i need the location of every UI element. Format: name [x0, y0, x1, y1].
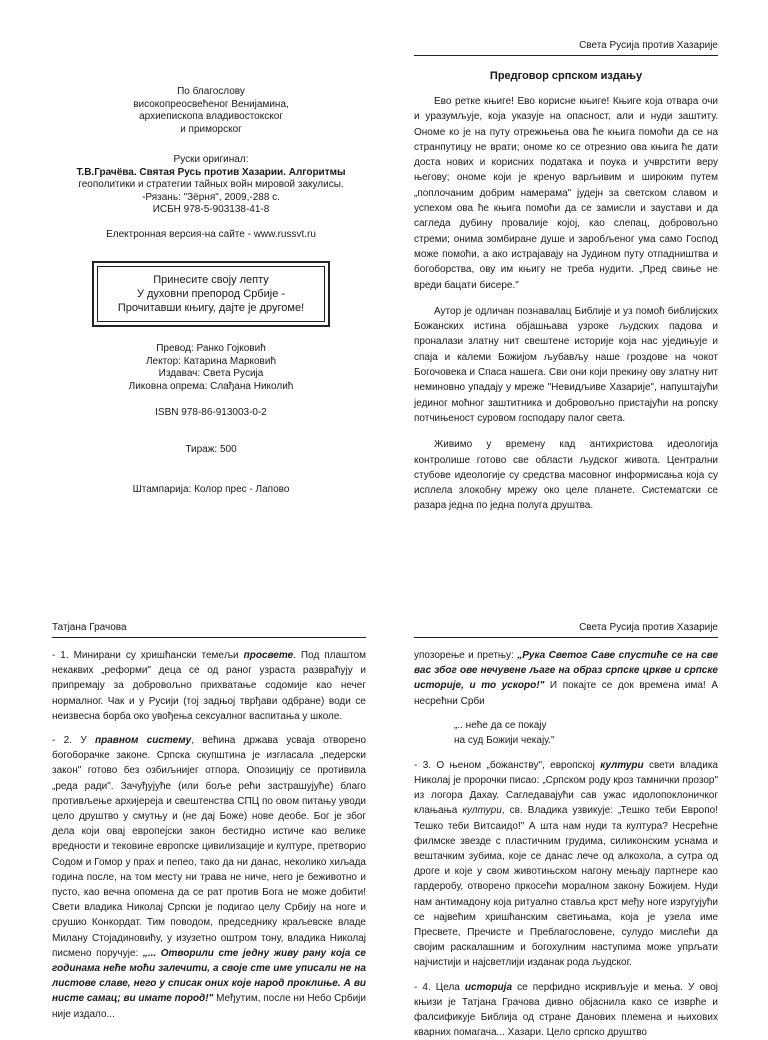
- page-right-body: [414, 622, 719, 1039]
- appeal-line: У духовни препород Србије -: [136, 288, 286, 300]
- print-run: Тираж: 500: [185, 443, 237, 455]
- blessing-line: По благослову: [177, 86, 245, 97]
- section-3: - 3. О њеном „божанству", европској култури свети владика Николај је пророчки писао: „Српском роду кроз тамнички прозор" из логора Дахау. Сагледавајући сав ужас идолопоклоничког клањања култури, св. Владика узвикује: „Тешко теби Европо! Тешко теби Витсаидо!" А шта нам нуди та култура? Несрећне филмске звезде с пластичним грудима, силиконским уснама и вештачким зубима, које се данас лече од алкохола, а сутра од дроге и које у свом животињском нагону мењају партнере као гардеробу, отворено пркосећи моралном закону Божијем. Нуди нам антимадону која ритуално ставља крст међу ноге изругујући се највећим хришћанским светињама, која је узела име Пресвете, Пречисте и Преблагословене, сулудо мислећи да својим раскалашним и богохулним наступима може упрљати најчистији и најсветлији изданак рода људског.: [414, 759, 718, 969]
- original-block: [52, 154, 370, 217]
- running-header: Света Русија против Хазарије: [579, 622, 718, 633]
- appeal-line: Принесите своју лепту: [153, 274, 269, 286]
- paragraph: Аутор је одличан познавалац Библије и уз помоћ библијских Божанских истина објашњава узроке људских падова и проналази златну нит свештене историје која нас уједињује и спаја и калеми Божијом љубављу наше гроздове на чокот Богочовека и Спаса нашега. Сви они који прекину ову златну нит неминовно упадају у мреже "Невидљиве Хазарије", напуштајући јединог моћног заштитника и добровољно пристајући на ропску потчињеност суровом господару палог света.: [414, 305, 718, 424]
- printing-house: Штампарија: Колор прес - Лапово: [132, 484, 290, 495]
- blessing-block: [52, 86, 370, 136]
- warning-paragraph: упозорење и претњу: „Рука Светог Саве спустиће се на све вас због ове нечувене љаге на образ српске цркве и српске историје, и то ускоро!" И покајте се док времена има! А несрећни Срби: [414, 650, 719, 707]
- blessing-line: високопреосвећеног Венијамина,: [133, 98, 289, 110]
- credit-line: Лектор: Катарина Марковић: [145, 355, 277, 367]
- original-line: Т.В.Грачёва. Святая Русь против Хазарии. Алгоритмы: [76, 166, 346, 178]
- page-left-body: [52, 622, 366, 1024]
- running-header: Татјана Грачова: [52, 622, 127, 633]
- paragraph: Ево ретке књиге! Ево корисне књиге! Књиге која отвара очи и уразумљује, која указује на опасност, али и нуди заштиту. Ономе ко је на путу отрежњења ова ће књига помоћи да се на странпутицу не врати; ономе ко се отрезнио ова књига ће дати доста нових и корисних података и поука и учврстити веру његову; ономе који је кренуо варљивим и широким путем „поплочаним добрим намерама" јудејн за светском славом и успехом ова ће књига помоћи да се замисли и заустави и да сагледа дубину провалије којој, као слепац, добровољно стреми; онима зомбиране душе и заробљеног ума само Господ може помоћи, а ако истрајавају на Јудином путу отпадништва и богоборства, ову им књигу не треба нудити. „Пред свиње не вреди бацати бисере.": [414, 96, 718, 291]
- page-preface: [414, 40, 718, 540]
- blessing-line: и приморског: [180, 123, 242, 135]
- header-rule: [52, 637, 366, 638]
- preface-title: Предговор српском издању: [489, 70, 643, 82]
- section-2: - 2. У правном систему, већина држава усваја отворено богоборачке законе. Српска скупштина је изгласала „педерски закон" готово без озбиљнијег отпора. Опозицију се противила „реда ради". Зачуђујуће (или боље рећи застрашујуће) благо противљење архијереја и свештенства СПЦ по овом питању уводи цело друштво у смутњу и (не дај Боже) нове деобе. Бог је због дела који овај европејски закон бестидно истиче као велике вредности и тековине европске цивилизације и културе, претворио Содом и Гомор у прах и пепео, тако да ни данас, неколико хиљада година после, на том месту ни трава не ниче, него је беживотно и пусто, као вечна опомена да се рат против Бога не може добити! Свети владика Николај Српски је подигао целу Србију на ноге и срушио Конкордат. Тим поводом, председнику краљевске владе Милану Стојадиновићу, у изузетно оштром тону, владика Николај писмено поручује: „... Отворили сте једну живу рану која се годинама неће моћи залечити, а своје сте име уписали не на листове славе, него у списак оних које народ проклиње. А ви нисте самац; ви имате пород!" Међутим, после ни Небо Србији није издало...: [52, 735, 366, 1020]
- original-line: ИСБН 978-5-903138-41-8: [152, 204, 270, 215]
- verse-line: „.. неће да се покају: [454, 719, 547, 731]
- section-1: - 1. Минирани су хришћански темељи просвете. Под плаштом некаквих „реформи" деца се од раног узраста развраћују и припремају за добровољно прихватање содомије као нечег нормалног. Чак и у Русији (тој задњој тврђави одбране) води се неизвесна борба око увођења сексуалног васпитања у школе.: [52, 650, 366, 722]
- appeal-line: Прочитавши књигу, дајте је другоме!: [117, 302, 305, 314]
- header-rule: [414, 637, 718, 638]
- running-header: Света Русија против Хазарије: [579, 40, 718, 51]
- page-imprint: [52, 58, 370, 538]
- credits-block: [52, 343, 370, 393]
- credit-line: Издавач: Света Русија: [158, 368, 264, 379]
- isbn: ISBN 978-86-913003-0-2: [155, 407, 267, 418]
- verse-quote: [454, 718, 718, 748]
- verse-line: на суд Божији чекају.": [454, 734, 555, 746]
- credit-line: Ликовна опрема: Слађана Николић: [128, 380, 294, 392]
- credit-line: Превод: Ранко Гојковић: [156, 343, 266, 354]
- header-rule: [414, 55, 718, 56]
- paragraph: Живимо у времену кад антихристова идеологија контролише готово све области људског живота. Централни стубове идеологије су средства масовног информисања која су исплела злокобну мрежу око целе планете. Систематски се разара једна по једна полуга друштва.: [414, 439, 718, 512]
- original-line: геополитики и стратегии тайных войн мировой закулисы.: [78, 179, 344, 190]
- original-line: -Рязань: "Зёрня", 2009,-288 с.: [142, 191, 280, 203]
- original-label: Руски оригинал:: [173, 154, 249, 165]
- section-4: - 4. Цела историја се перфидно искривљује и мења. У овој књизи је Татјана Грачова дивно објаснила како се изврће и фалсификује Библија од стране Данових племена и њихових кварних помагача... Хазари. Цело српско друштво: [414, 981, 718, 1039]
- appeal-box: [92, 261, 330, 327]
- electronic-version: Електронная версия-на сайте - www.russvt.ru: [106, 228, 316, 240]
- blessing-line: архиепископа владивостокског: [139, 111, 283, 122]
